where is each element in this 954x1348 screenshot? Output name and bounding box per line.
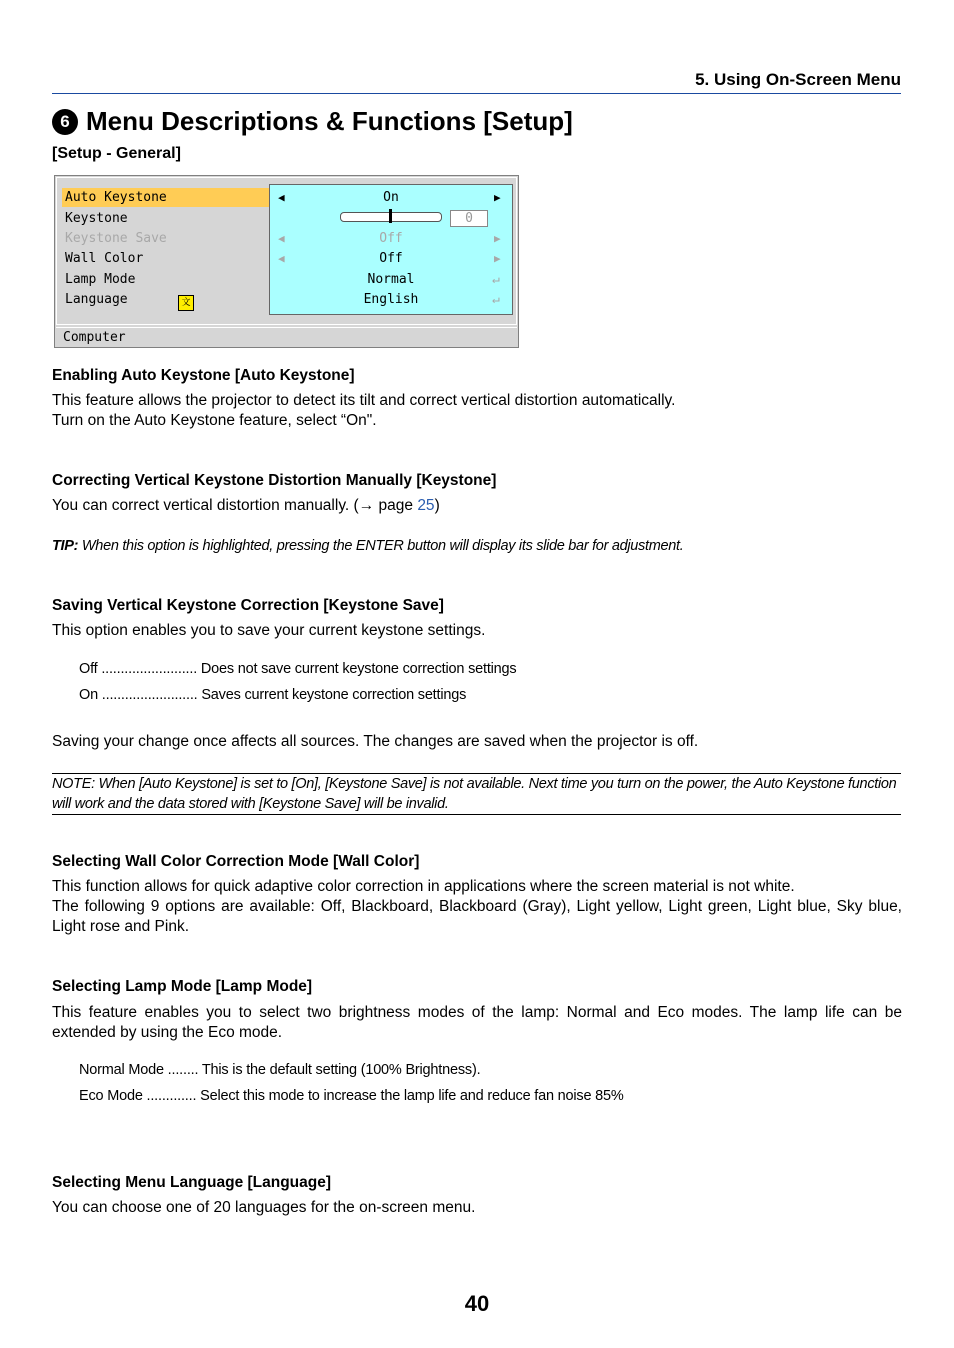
option-desc: Select this mode to increase the lamp life and reduce fan noise 85%: [200, 1088, 624, 1104]
step-number-badge: 6: [52, 109, 78, 135]
osd-menu-body: [56, 177, 517, 325]
option-name: Eco Mode: [79, 1088, 143, 1104]
enter-icon: ↵: [492, 292, 500, 307]
running-header: 5. Using On-Screen Menu: [52, 70, 901, 94]
keystone-value-box: 0: [450, 210, 488, 227]
enter-icon: ↵: [492, 272, 500, 287]
keystone-text: [52, 496, 902, 516]
option-name: Off: [79, 661, 98, 677]
page-number: 40: [464, 1291, 490, 1316]
keystone-text-after: ): [434, 497, 440, 514]
language-text: You can choose one of 20 languages for the on-screen menu.: [52, 1199, 476, 1216]
right-arrow-icon: ▶: [494, 191, 501, 204]
osd-item-language: Language: [65, 292, 128, 307]
option-name: Normal Mode: [79, 1062, 164, 1078]
page-word: page: [374, 497, 418, 514]
option-leader: ........: [163, 1062, 202, 1078]
heading-lamp-mode: Selecting Lamp Mode [Lamp Mode]: [52, 978, 313, 995]
osd-item-wall-color: Wall Color: [65, 251, 144, 266]
right-arrow-icon: ▶: [494, 252, 501, 265]
osd-item-lamp-mode: Lamp Mode: [65, 272, 136, 287]
lamp-mode-text: This feature enables you to select two brightness modes of the lamp: Normal and Eco modes. The lamp life can be extended by using the Eco mode.: [52, 1004, 902, 1041]
auto-keystone-line1: This feature allows the projector to detect its tilt and correct vertical distortion automatically.: [52, 392, 676, 409]
option-row: [79, 1088, 624, 1104]
slider-knob: [389, 209, 392, 223]
left-arrow-icon: ◀: [278, 232, 285, 245]
osd-value-wall-color: Off: [379, 251, 403, 266]
option-leader: .............: [142, 1088, 201, 1104]
heading-keystone-save: Saving Vertical Keystone Correction [Keystone Save]: [52, 597, 444, 614]
osd-value-keystone-save: Off: [379, 231, 403, 246]
heading-auto-keystone: Enabling Auto Keystone [Auto Keystone]: [52, 367, 355, 384]
option-row: [79, 661, 516, 677]
keystone-save-text: This option enables you to save your current keystone settings.: [52, 622, 486, 639]
auto-keystone-line2: Turn on the Auto Keystone feature, select “On".: [52, 412, 377, 429]
option-desc: Saves current keystone correction settings: [201, 687, 467, 703]
osd-value-language: English: [363, 292, 419, 307]
page-link[interactable]: 25: [417, 497, 435, 514]
osd-value-lamp-mode: Normal: [367, 272, 415, 287]
option-row: [79, 687, 466, 703]
language-icon: 文: [178, 295, 194, 311]
page-title-text: Menu Descriptions & Functions [Setup]: [86, 106, 573, 136]
keystone-slider: [340, 212, 442, 222]
subsection-title: [Setup - General]: [52, 145, 181, 162]
left-arrow-icon: ◀: [278, 191, 285, 204]
osd-value-panel: [269, 184, 513, 315]
wall-color-line2: The following 9 options are available: Off, Blackboard, Blackboard (Gray), Light yellow, Light green, Light blue, Sky blue, Light rose and Pink.: [52, 898, 902, 935]
right-arrow-icon: ▶: [494, 232, 501, 245]
heading-language: Selecting Menu Language [Language]: [52, 1174, 332, 1191]
osd-menu-figure: [54, 175, 519, 348]
option-leader: .........................: [97, 687, 202, 703]
option-name: On: [79, 687, 98, 703]
keystone-save-after: Saving your change once affects all sources. The changes are saved when the projector is off.: [52, 733, 699, 750]
option-desc: This is the default setting (100% Brightness).: [201, 1062, 481, 1078]
heading-wall-color: Selecting Wall Color Correction Mode [Wall Color]: [52, 853, 420, 870]
arrow-icon: →: [358, 497, 375, 514]
tip-text: When this option is highlighted, pressing the ENTER button will display its slide bar for adjustment.: [78, 538, 684, 554]
osd-item-keystone-save: Keystone Save: [65, 231, 167, 246]
option-desc: Does not save current keystone correction settings: [200, 661, 517, 677]
keystone-text-before: You can correct vertical distortion manually. (: [52, 497, 359, 514]
wall-color-line1: This function allows for quick adaptive color correction in applications where the screen material is not white.: [52, 878, 795, 895]
osd-value-auto-keystone: On: [383, 190, 399, 205]
osd-item-auto-keystone: Auto Keystone: [62, 188, 270, 207]
option-row: [79, 1062, 480, 1078]
page-title: [52, 106, 573, 137]
left-arrow-icon: ◀: [278, 252, 285, 265]
option-leader: .........................: [97, 661, 201, 677]
heading-keystone: Correcting Vertical Keystone Distortion Manually [Keystone]: [52, 472, 497, 489]
osd-item-keystone: Keystone: [65, 211, 128, 226]
tip-label: TIP:: [52, 538, 79, 554]
osd-footer-source: Computer: [56, 327, 517, 346]
tip-keystone: [52, 538, 684, 554]
note-box: NOTE: When [Auto Keystone] is set to [On], [Keystone Save] is not available. Next time you turn on the power, the Auto Keystone function will work and the data stored with [Keystone Save] will be invalid.: [52, 773, 901, 815]
